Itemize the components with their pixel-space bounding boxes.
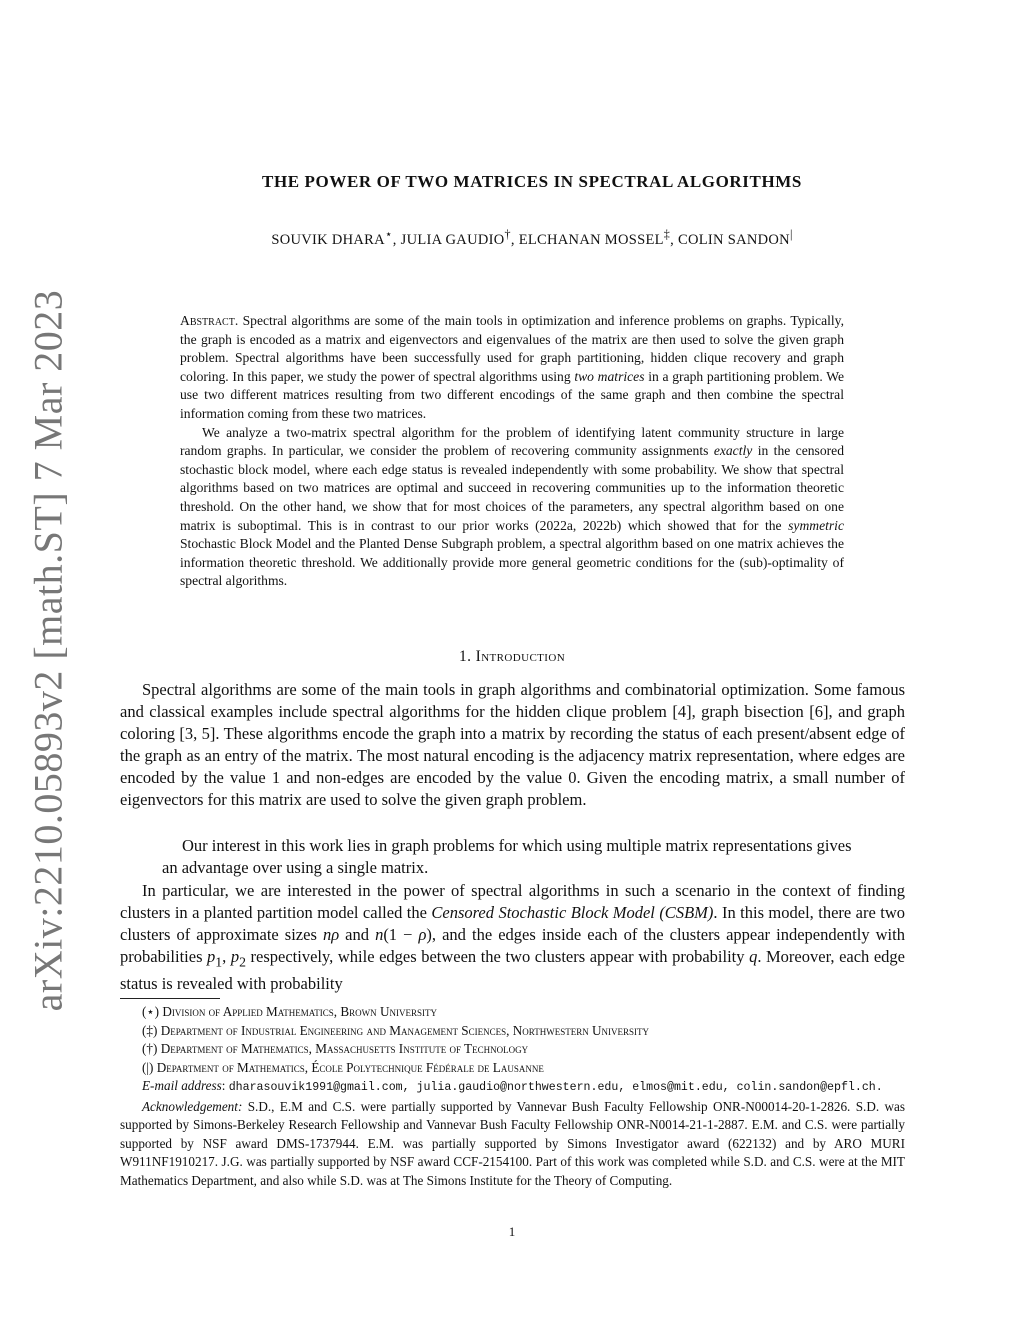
author: JULIA GAUDIO bbox=[400, 231, 505, 248]
arxiv-id: arXiv:2210.05893v2 [math.ST] 7 Mar 2023 bbox=[25, 289, 71, 1011]
abstract bbox=[180, 312, 844, 591]
abstract-paragraph-2: We analyze a two-matrix spectral algorithm for the problem of identifying latent community structure in large random graphs. In particular, we consider the problem of recovering community assignments exactly in the censored stochastic block model, where each edge status is revealed independently with some probability. We show that spectral algorithms based on two matrices are optimal and succeed in recovering communities up to the information theoretic threshold. On the other hand, we show that for most choices of the parameters, any spectral algorithm based on one matrix is suboptimal. This is in contrast to our prior works (2022a, 2022b) which showed that for the symmetric Stochastic Block Model and the Planted Dense Subgraph problem, a spectral algorithm based on one matrix achieves the information theoretic threshold. We additionally provide more general geometric conditions for the (sub)-optimality of spectral algorithms. bbox=[180, 424, 844, 589]
author: COLIN SANDON bbox=[678, 231, 790, 248]
affiliation-text: Division of Applied Mathematics, Brown University bbox=[162, 1004, 437, 1019]
abstract-paragraph-1 bbox=[180, 312, 844, 424]
author: ELCHANAN MOSSEL bbox=[518, 231, 664, 248]
author-mark: | bbox=[789, 227, 793, 241]
paper-title: THE POWER OF TWO MATRICES IN SPECTRAL ALGORITHMS bbox=[262, 172, 802, 191]
affiliation-text: Department of Mathematics, Massachusetts Institute of Technology bbox=[160, 1041, 529, 1056]
author-list: SOUVIK DHARA⋆, JULIA GAUDIO†, ELCHANAN MOSSEL‡, COLIN SANDON| bbox=[271, 227, 793, 248]
acknowledgement bbox=[120, 1098, 905, 1191]
footnote-rule bbox=[120, 998, 220, 999]
arxiv-watermark bbox=[18, 289, 78, 1011]
intro-paragraph-1 bbox=[120, 679, 905, 811]
intro-highlight-quote: Our interest in this work lies in graph problems for which using multiple matrix representations gives an advantage over using a single matrix. bbox=[162, 836, 852, 877]
affiliation-mark: (‡) bbox=[142, 1022, 158, 1038]
author-mark: ⋆ bbox=[384, 227, 393, 241]
section-title: Introduction bbox=[475, 648, 566, 665]
acknowledgement-label: Acknowledgement: bbox=[142, 1098, 243, 1114]
intro-text-1: Spectral algorithms are some of the main tools in graph algorithms and combinatorial optimization. Some famous and classical examples include spectral algorithms for the hidden clique problem [4], graph bisection [6], and graph coloring [3, 5]. These algorithms encode the graph into a matrix by recording the status of each present/absent edge of the graph as an entry of the matrix. The most natural encoding is the adjacency matrix representation, where edges are encoded by the value 1 and non-edges are encoded by the value 0. Given the encoding matrix, a small number of eigenvectors for this matrix are used to solve the given graph problem. bbox=[120, 680, 905, 809]
affiliation bbox=[120, 1040, 905, 1059]
affiliation bbox=[120, 1003, 905, 1022]
affiliation-mark: (⋆) bbox=[142, 1004, 160, 1019]
affiliation bbox=[120, 1022, 905, 1041]
author-mark: ‡ bbox=[663, 227, 671, 241]
intro-text-2: In particular, we are interested in the power of spectral algorithms in such a scenario in the context of finding clusters in a planted partition model called the Censored Stochastic Block Model (CSBM). In this model, there are two clusters of approximate sizes nρ and n(1 − ρ), and the edges inside each of the clusters appear independently with probabilities $p_1$, $p_2$ respectively, while edges between the two clusters appear with probability q. Moreover, each edge status is revealed with probability bbox=[120, 881, 906, 994]
abstract-text-1: Spectral algorithms are some of the main tools in optimization and inference problems on graphs. Typically, the graph is encoded as a matrix and eigenvectors and eigenvalues of the matrix are then used to solve the given graph problem. Spectral algorithms have been successfully used for graph partitioning, hidden clique recovery and graph coloring. In this paper, we study the power of spectral algorithms using two matrices in a graph partitioning problem. We use two different matrices resulting from two different encodings of the same graph and then combine the spectral information coming from these two matrices. bbox=[180, 313, 844, 421]
section-heading bbox=[120, 648, 904, 666]
affiliation-mark: (†) bbox=[142, 1041, 158, 1056]
email-line: E-mail address: dharasouvik1991@gmail.com, julia.gaudio@northwestern.edu, elmos@mit.edu, colin.sandon@epfl.ch. bbox=[142, 1078, 883, 1094]
affiliation-mark: (|) bbox=[142, 1059, 154, 1075]
affiliation-text: Department of Mathematics, École Polytechnique Fédérale de Lausanne bbox=[156, 1059, 544, 1075]
intro-paragraph-2 bbox=[120, 880, 905, 995]
affiliation-text: Department of Industrial Engineering and Management Sciences, Northwestern University bbox=[160, 1022, 650, 1038]
affiliation bbox=[120, 1059, 905, 1078]
page-number: 1 bbox=[508, 1224, 516, 1239]
author: SOUVIK DHARA bbox=[271, 231, 385, 248]
email-addresses: dharasouvik1991@gmail.com, julia.gaudio@northwestern.edu, elmos@mit.edu, colin.sandon@epfl.ch. bbox=[228, 1081, 883, 1094]
footnotes bbox=[120, 1003, 905, 1190]
email-label: E-mail address bbox=[142, 1078, 222, 1093]
abstract-label: Abstract. bbox=[180, 313, 239, 328]
section-number: 1. bbox=[458, 648, 472, 665]
author-mark: † bbox=[504, 227, 511, 241]
acknowledgement-text: S.D., E.M and C.S. were partially supported by Vannevar Bush Faculty Fellowship ONR-N00014-20-1-2826. S.D. was supported by Simons-Berkeley Research Fellowship and Vannevar Bush Faculty Fellowship ONR-N0014-21-1-2887. E.M. and C.S. were partially supported by NSF award DMS-1737944. E.M. was partially supported by Simons Investigator award (622132) and by ARO MURI W911NF1910217. J.G. was partially supported by NSF award CCF-2154100. Part of this work was completed while S.D. and C.S. were at the MIT Mathematics Department, and also while S.D. was at The Simons Institute for the Theory of Computing. bbox=[120, 1098, 905, 1188]
